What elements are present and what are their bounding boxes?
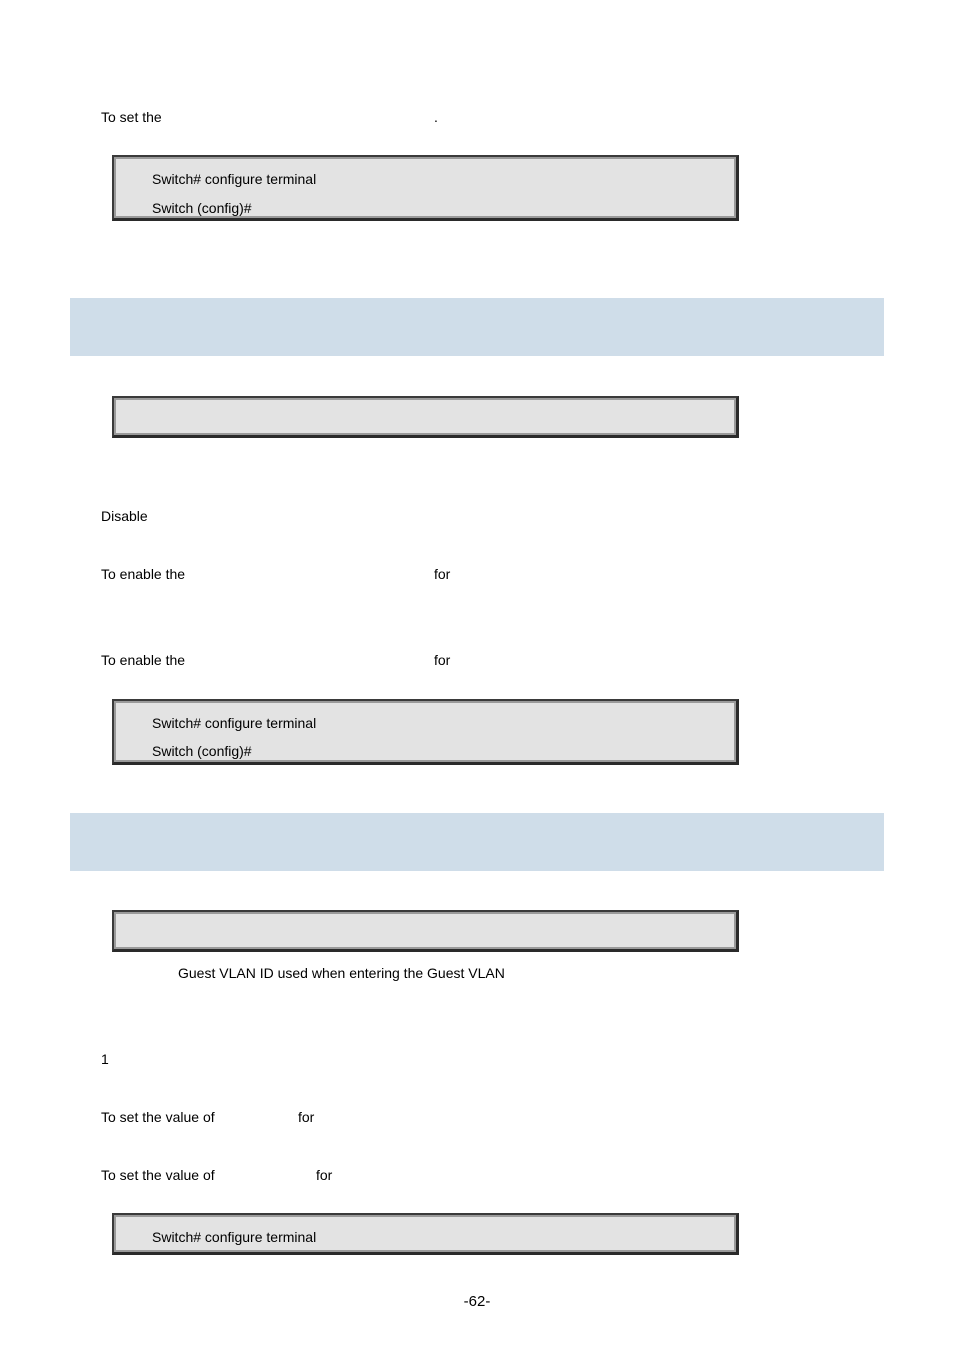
code-example-box [112, 699, 739, 765]
default-value: 1 [101, 1051, 109, 1067]
example-text: To set the value of [101, 1167, 215, 1183]
default-value: Disable [101, 508, 148, 524]
example-text: To enable the [101, 652, 186, 668]
page-number: -62- [463, 1293, 491, 1310]
intro-period: . [434, 109, 438, 125]
example-text: To enable the [101, 566, 186, 582]
syntax-box [112, 910, 739, 952]
code-line: Switch# configure terminal [152, 171, 317, 187]
code-line: Switch (config)# [152, 200, 252, 216]
example-text: To set the value of [101, 1109, 215, 1125]
section-heading-band [70, 813, 884, 871]
code-example-box [112, 155, 739, 221]
code-line: Switch (config)# [152, 743, 252, 759]
section-heading-band [70, 298, 884, 356]
example-for: for [316, 1167, 333, 1183]
code-line: Switch# configure terminal [152, 715, 317, 731]
example-for: for [434, 566, 451, 582]
syntax-box [112, 396, 739, 438]
intro-text: To set the [101, 109, 162, 125]
code-line: Switch# configure terminal [152, 1229, 317, 1245]
example-for: for [434, 652, 451, 668]
example-for: for [298, 1109, 315, 1125]
code-example-box [112, 1213, 739, 1255]
parameter-description: Guest VLAN ID used when entering the Guest VLAN [178, 965, 505, 981]
